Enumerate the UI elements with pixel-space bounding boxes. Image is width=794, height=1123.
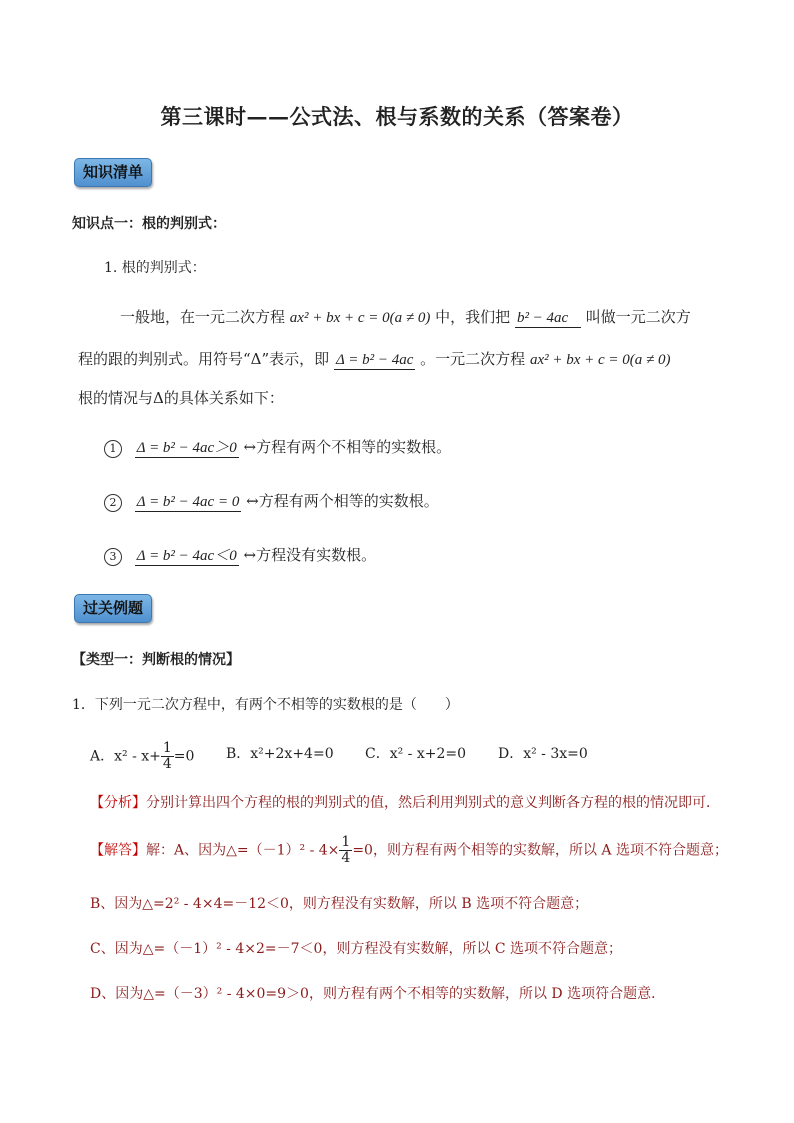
answer-blank: Δ = b² − 4ac＜0 xyxy=(136,548,237,564)
text: 一般地，在一元二次方程 xyxy=(120,308,286,326)
item-heading: 1. 根的判别式： xyxy=(104,260,206,276)
answer-blank: Δ = b² − 4ac xyxy=(335,352,414,368)
page-title: 第三课时——公式法、根与系数的关系（答案卷） xyxy=(160,104,634,129)
answer-a-pre: 解：A、因为△=（－1）² - 4× xyxy=(146,842,340,859)
text: 。一元二次方程 xyxy=(420,350,526,368)
option-b: B．x²+2x+4=0 xyxy=(226,746,334,762)
case-text: ↔方程有两个不相等的实数根。 xyxy=(243,438,452,456)
section-badge-knowledge: 知识清单 xyxy=(74,158,152,187)
case-text: ↔方程有两个相等的实数根。 xyxy=(246,492,439,510)
denominator: 4 xyxy=(341,850,351,866)
case-row-3 xyxy=(104,544,376,566)
type-heading: 【类型一：判断根的情况】 xyxy=(72,652,240,668)
text: 中，我们把 xyxy=(435,308,511,326)
answer-blank: b² − 4ac xyxy=(515,309,581,328)
answer-tag: 【解答】 xyxy=(90,842,146,859)
denominator: 4 xyxy=(162,756,172,772)
paragraph-line-1 xyxy=(120,306,691,328)
option-a xyxy=(90,741,194,772)
analysis xyxy=(90,792,720,812)
paragraph-line-2 xyxy=(78,348,671,370)
paragraph-line-3: 根的情况与Δ的具体关系如下： xyxy=(78,389,284,407)
option-c: C．x² - x+2=0 xyxy=(365,746,467,762)
text: 程的跟的判别式。用符号“Δ”表示，即 xyxy=(78,350,330,368)
case-text: ↔方程没有实数根。 xyxy=(243,546,377,564)
question-1: 1．下列一元二次方程中，有两个不相等的实数根的是（ ） xyxy=(72,697,459,713)
case-row-1 xyxy=(104,436,451,458)
numerator: 1 xyxy=(341,834,351,850)
section-badge-examples: 过关例题 xyxy=(74,594,152,623)
knowledge-point-heading: 知识点一：根的判别式： xyxy=(72,216,226,232)
answer-line-c: C、因为△=（－1）² - 4×2=－7＜0，则方程没有实数解，所以 C 选项不符合题意； xyxy=(90,941,623,957)
answer-line-b: B、因为△=2² - 4×4=－12＜0，则方程没有实数解，所以 B 选项不符合题意； xyxy=(90,896,589,912)
answer-line-d: D、因为△=（－3）² - 4×0=9＞0，则方程有两个不相等的实数解，所以 D 选项符合题意． xyxy=(90,986,666,1002)
analysis-text: 分别计算出四个方程的根的判别式的值，然后利用判别式的意义判断各方程的根的情况即可． xyxy=(146,795,720,811)
circled-number: 1 xyxy=(104,440,122,458)
equation: ax² + bx + c = 0(a ≠ 0) xyxy=(289,310,431,326)
answer-blank: Δ = b² − 4ac = 0 xyxy=(136,494,240,510)
circled-number: 2 xyxy=(104,494,122,512)
option-a-suffix: =0 xyxy=(173,748,195,765)
option-d: D．x² - 3x=0 xyxy=(498,746,588,762)
circled-number: 3 xyxy=(104,548,122,566)
answer-a-post: =0，则方程有两个相等的实数解，所以 A 选项不符合题意； xyxy=(352,842,728,859)
analysis-tag: 【分析】 xyxy=(90,795,146,811)
fraction-one-quarter xyxy=(339,835,352,866)
answer-blank: Δ = b² − 4ac＞0 xyxy=(136,440,237,456)
answer-line-a xyxy=(90,835,728,875)
fraction-one-quarter xyxy=(161,741,174,772)
case-row-2 xyxy=(104,490,439,512)
text: 叫做一元二次方 xyxy=(585,308,691,326)
equation: ax² + bx + c = 0(a ≠ 0) xyxy=(529,352,671,368)
option-a-text: A．x² - x+ xyxy=(90,748,161,765)
options-row xyxy=(90,733,610,773)
numerator: 1 xyxy=(162,740,172,756)
